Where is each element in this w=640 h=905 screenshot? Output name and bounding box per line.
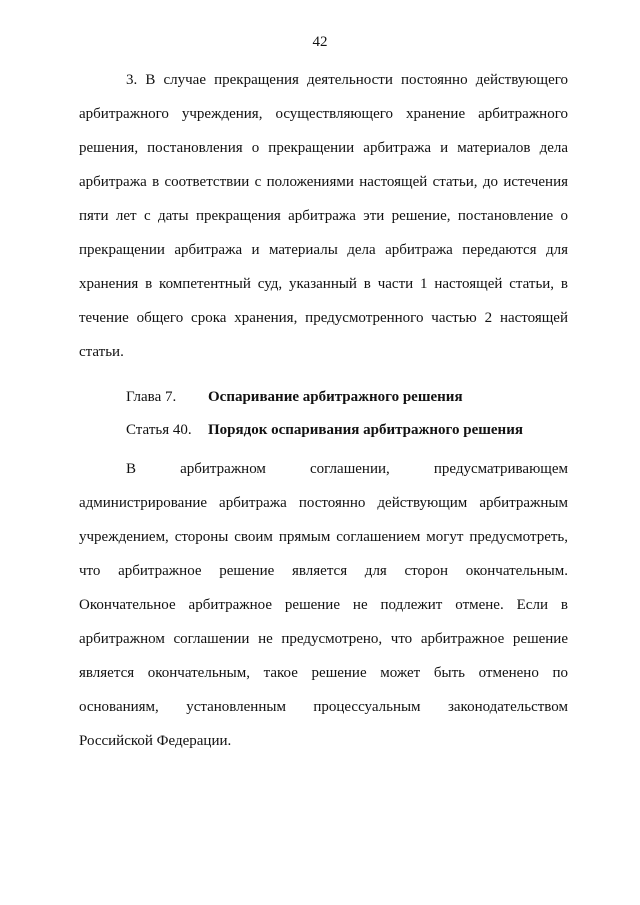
- article-heading: [126, 413, 523, 447]
- paragraph-final-award: [79, 452, 568, 758]
- chapter-label: Глава 7.: [126, 389, 177, 405]
- chapter-heading: [126, 380, 463, 414]
- text-line: В арбитражном соглашении, предусматривающем: [126, 461, 568, 477]
- text-line: 3. В случае прекращения деятельности постоянно действующего: [126, 72, 568, 88]
- text-line: решения, постановления о прекращении арбитража и материалов дела: [79, 140, 568, 156]
- text-line: арбитражного учреждения, осуществляющего хранение арбитражного: [79, 106, 568, 122]
- text-line: что арбитражное решение является для сторон окончательным.: [79, 563, 568, 579]
- text-line: учреждением, стороны своим прямым соглашением могут предусмотреть,: [79, 529, 568, 545]
- page-number: 42: [312, 34, 328, 50]
- paragraph-storage-after-termination: [79, 63, 568, 369]
- text-line: основаниям, установленным процессуальным законодательством: [79, 699, 568, 715]
- text-line: Окончательное арбитражное решение не подлежит отмене. Если в: [79, 597, 568, 613]
- text-line: Российской Федерации.: [79, 733, 232, 749]
- text-line: хранения в компетентный суд, указанный в части 1 настоящей статьи, в: [79, 276, 568, 292]
- text-line: арбитражном соглашении не предусмотрено, что арбитражное решение: [79, 631, 568, 647]
- text-line: арбитража в соответствии с положениями настоящей статьи, до истечения: [79, 174, 568, 190]
- text-line: прекращении арбитража и материалы дела арбитража передаются для: [79, 242, 568, 258]
- text-line: течение общего срока хранения, предусмотренного частью 2 настоящей: [79, 310, 568, 326]
- text-line: является окончательным, такое решение может быть отменено по: [79, 665, 568, 681]
- article-label: Статья 40.: [126, 422, 192, 438]
- text-line: статьи.: [79, 344, 124, 360]
- text-line: пяти лет с даты прекращения арбитража эти решение, постановление о: [79, 208, 568, 224]
- chapter-title: Оспаривание арбитражного решения: [208, 389, 463, 405]
- article-title: Порядок оспаривания арбитражного решения: [208, 422, 523, 438]
- text-line: администрирование арбитража постоянно действующим арбитражным: [79, 495, 568, 511]
